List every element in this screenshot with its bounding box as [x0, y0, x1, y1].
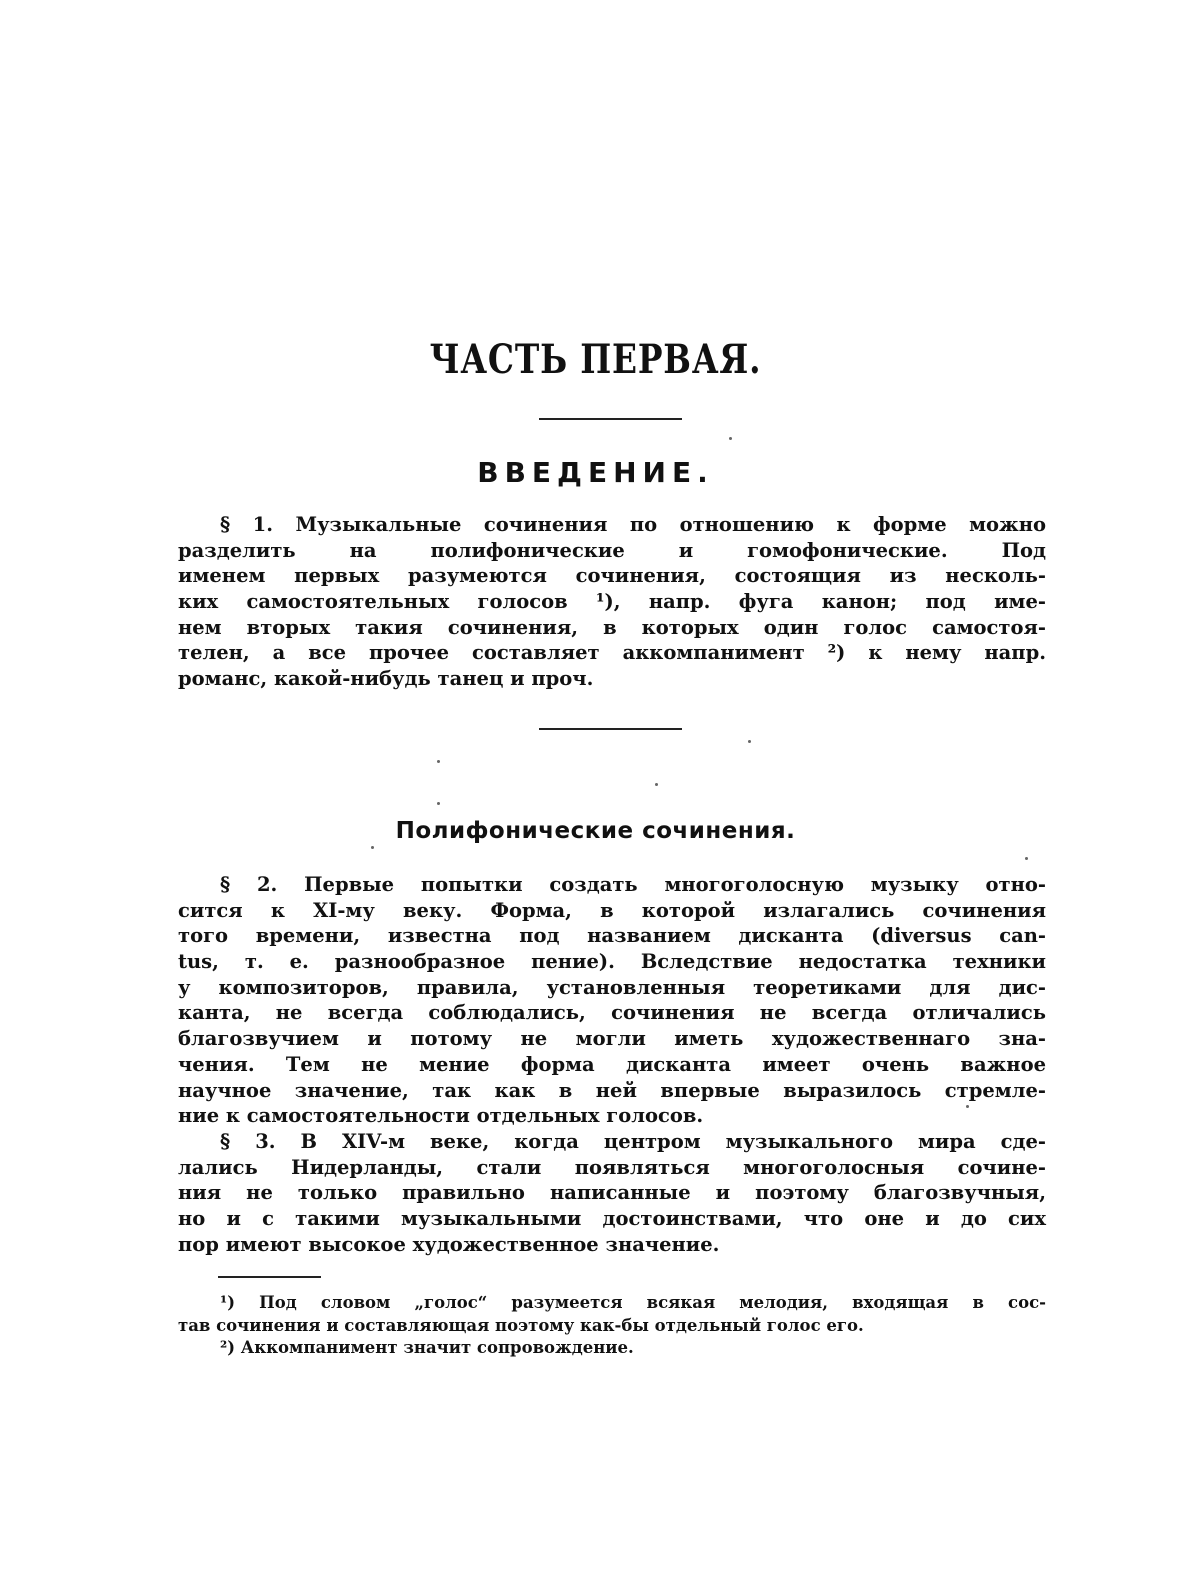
paragraph-2 — [178, 872, 1046, 1129]
paragraph-line: разделить на полифонические и гомофонические. Под — [178, 538, 1046, 562]
paragraph-line: пор имеют высокое художественное значение. — [178, 1232, 720, 1256]
paragraph-line: благозвучием и потому не могли иметь художественнаго зна- — [178, 1027, 1046, 1051]
paragraph-3 — [178, 1129, 1046, 1257]
paragraph-line: именем первых разумеются сочинения, состоящия из несколь- — [178, 564, 1046, 588]
paragraph-line: сится к XI-му веку. Форма, в которой излагались сочинения — [178, 898, 1046, 922]
paragraph-line: § 2. Первые попытки создать многоголосную музыку отно- — [220, 873, 1046, 896]
paragraph-line: того времени, известна под названием дисканта (diversus can- — [178, 924, 1046, 948]
part-title: ЧАСТЬ ПЕРВАЯ. — [429, 336, 762, 383]
scan-speck — [437, 802, 440, 805]
paragraph-line: ния не только правильно написанные и поэтому благозвучныя, — [178, 1181, 1046, 1205]
paragraph-line: романс, какой-нибудь танец и проч. — [178, 667, 594, 691]
paragraph-line: научное значение, так как в ней впервые выразилось стремле- — [178, 1078, 1046, 1102]
paragraph-line: канта, не всегда соблюдались, сочинения не всегда отличались — [178, 1001, 1046, 1025]
paragraph-line: телен, а все прочее составляет аккомпанимент ²) к нему напр. — [178, 641, 1046, 665]
paragraph-line: лались Нидерланды, стали появляться многоголосныя сочине- — [178, 1155, 1046, 1179]
paragraph-line: нем вторых такия сочинения, в которых один голос самостоя- — [178, 615, 1046, 639]
footnotes — [178, 1292, 1046, 1360]
footnote-line: ¹) Под словом „голос“ разумеется всякая мелодия, входящая в сос- — [220, 1293, 1046, 1312]
scan-speck — [437, 760, 440, 763]
section-title: Полифонические сочинения. — [395, 818, 796, 844]
scan-speck — [1025, 857, 1028, 860]
divider-middle — [539, 728, 682, 730]
scan-speck — [655, 783, 658, 786]
divider-top — [539, 418, 682, 420]
footnote-divider — [218, 1276, 321, 1278]
scan-speck — [729, 437, 732, 440]
paragraph-line: § 1. Музыкальные сочинения по отношению к форме можно — [220, 513, 1046, 536]
paragraph-line: у композиторов, правила, установленныя теоретиками для дис- — [178, 975, 1046, 999]
paragraph-line: ние к самостоятельности отдельных голосов. — [178, 1104, 704, 1128]
paragraph-line: § 3. В XIV-м веке, когда центром музыкального мира сде- — [220, 1130, 1046, 1153]
intro-title: ВВЕДЕНИЕ. — [477, 456, 714, 489]
paragraph-line: чения. Тем не мение форма дисканта имеет очень важное — [178, 1052, 1046, 1076]
footnote-line: тав сочинения и составляющая поэтому как-бы отдельный голос его. — [178, 1315, 864, 1335]
scan-speck — [371, 846, 374, 849]
footnote-line: ²) Аккомпанимент значит сопровождение. — [220, 1338, 634, 1357]
paragraph-1 — [178, 512, 1046, 692]
scan-speck — [748, 740, 751, 743]
paragraph-line: но и с такими музыкальными достоинствами, что оне и до сих — [178, 1207, 1046, 1231]
scan-speck — [966, 1105, 969, 1108]
paragraph-line: tus, т. е. разнообразное пение). Вследствие недостатка техники — [178, 950, 1046, 974]
paragraph-line: ких самостоятельных голосов ¹), напр. фуга канон; под име- — [178, 590, 1046, 614]
